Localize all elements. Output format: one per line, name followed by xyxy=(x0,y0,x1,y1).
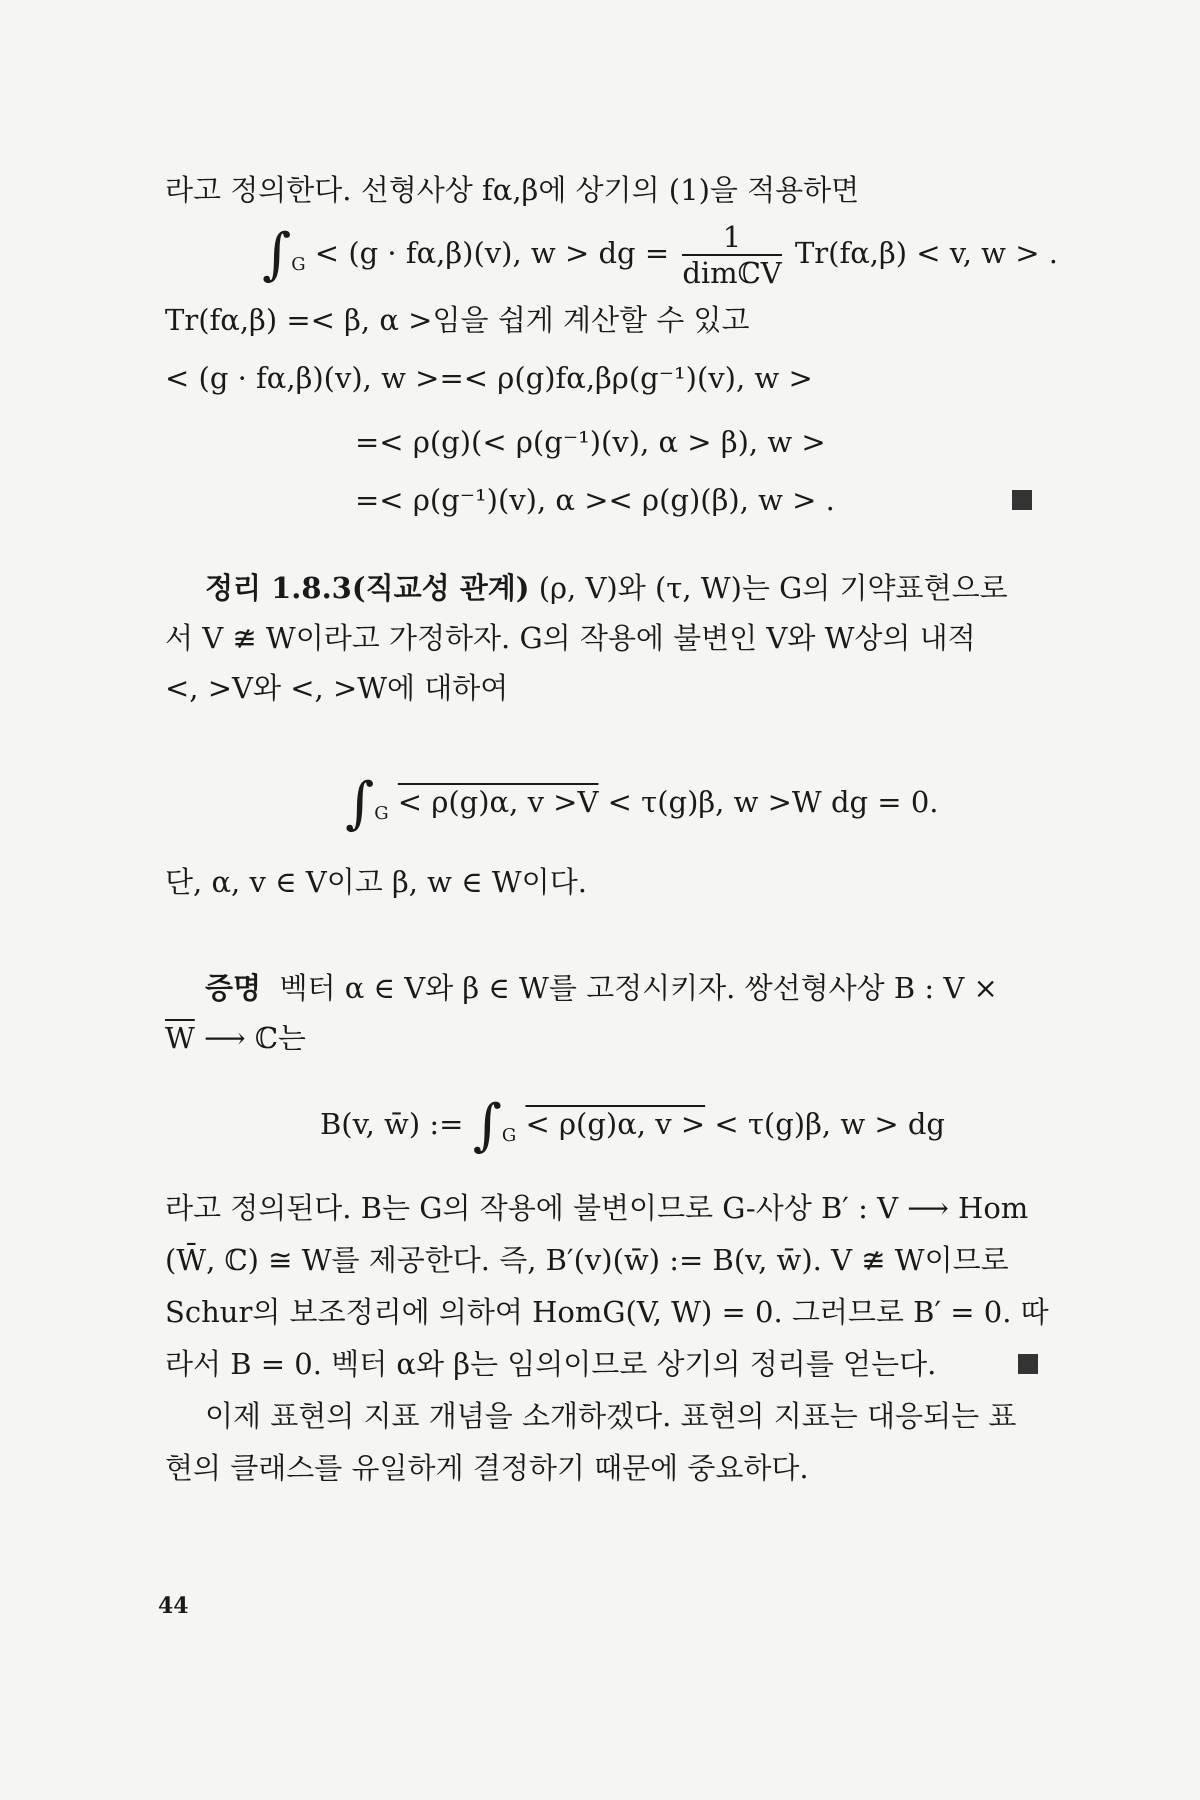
qed-square xyxy=(1012,490,1032,510)
equation-2-conjugate: < ρ(g)α, v >V xyxy=(397,785,599,819)
proof-para-4: 라서 B = 0. 벡터 α와 β는 임의이므로 상기의 정리를 얻는다. xyxy=(165,1347,937,1381)
equation-3-rest: < τ(g)β, w > dg xyxy=(714,1107,945,1141)
text-line-2: Tr(fα,β) =< β, α >임을 쉽게 계산할 수 있고 xyxy=(165,303,750,337)
text-line-5: =< ρ(g⁻¹)(v), α >< ρ(g)(β), w > . xyxy=(355,483,835,517)
integral-subscript: G xyxy=(374,802,389,824)
integral-sign: ∫ xyxy=(345,771,375,836)
proof-line-1 xyxy=(205,968,1045,1008)
fraction-numerator: 1 xyxy=(682,220,781,256)
proof-para-3: Schur의 보조정리에 의하여 HomG(V, W) = 0. 그러므로 B′ = 0. 따 xyxy=(165,1295,1049,1329)
page-number: 44 xyxy=(158,1593,189,1619)
equation-2-rest: < τ(g)β, w >W dg = 0. xyxy=(607,785,939,819)
proof-w-bar: $\overline{W}$ xyxy=(165,1021,195,1055)
proof-text-2: ⟶ ℂ는 xyxy=(194,1021,306,1055)
theorem-line-2: 서 V ≇ W이라고 가정하자. G의 작용에 불변인 V와 W상의 내적 xyxy=(165,621,976,655)
para-line-2: 현의 클래스를 유일하게 결정하기 때문에 중요하다. xyxy=(165,1451,809,1485)
integral-sign: ∫ xyxy=(262,222,292,287)
equation-1-left: < (g · fα,β)(v), w > dg = xyxy=(314,236,670,270)
theorem-line-1 xyxy=(205,568,1045,608)
integral-subscript: G xyxy=(291,253,306,275)
proof-para-2: (W̄, ℂ) ≅ W를 제공한다. 즉, B′(v)(w̄) := B(v, w̄). V ≇ W이므로 xyxy=(165,1243,1009,1277)
equation-2 xyxy=(345,771,939,836)
proof-heading: 증명 xyxy=(205,971,262,1005)
proof-line-2 xyxy=(165,1018,1045,1058)
text-line-1: 라고 정의한다. 선형사상 fα,β에 상기의 (1)을 적용하면 xyxy=(165,173,860,207)
text-line-4: =< ρ(g)(< ρ(g⁻¹)(v), α > β), w > xyxy=(355,425,826,459)
qed-square xyxy=(1018,1354,1038,1374)
text-line-3: < (g · fα,β)(v), w >=< ρ(g)fα,βρ(g⁻¹)(v), w > xyxy=(165,361,813,395)
equation-3-conjugate: < ρ(g)α, v > xyxy=(525,1107,706,1141)
equation-3-left: B(v, w̄) := xyxy=(320,1107,464,1141)
fraction-denominator: dimℂV xyxy=(682,256,782,290)
equation-1 xyxy=(262,220,1058,290)
text-line-6: 단, α, v ∈ V이고 β, w ∈ W이다. xyxy=(165,865,587,899)
theorem-line-3: <, >V와 <, >W에 대하여 xyxy=(165,671,509,705)
integral-subscript: G xyxy=(501,1124,517,1146)
equation-3 xyxy=(320,1093,945,1158)
integral-sign: ∫ xyxy=(472,1093,502,1158)
theorem-heading: 정리 1.8.3(직교성 관계) xyxy=(205,571,530,605)
theorem-text-1: (ρ, V)와 (τ, W)는 G의 기약표현으로 xyxy=(538,571,1008,605)
equation-1-right: Tr(fα,β) < v, w > . xyxy=(794,236,1058,270)
fraction xyxy=(682,220,781,290)
proof-text-1: 벡터 α ∈ V와 β ∈ W를 고정시키자. 쌍선형사상 B : V × xyxy=(279,971,998,1005)
proof-para-1: 라고 정의된다. B는 G의 작용에 불변이므로 G-사상 B′ : V ⟶ Hom xyxy=(165,1191,1029,1225)
para-line-1: 이제 표현의 지표 개념을 소개하겠다. 표현의 지표는 대응되는 표 xyxy=(205,1399,1017,1433)
